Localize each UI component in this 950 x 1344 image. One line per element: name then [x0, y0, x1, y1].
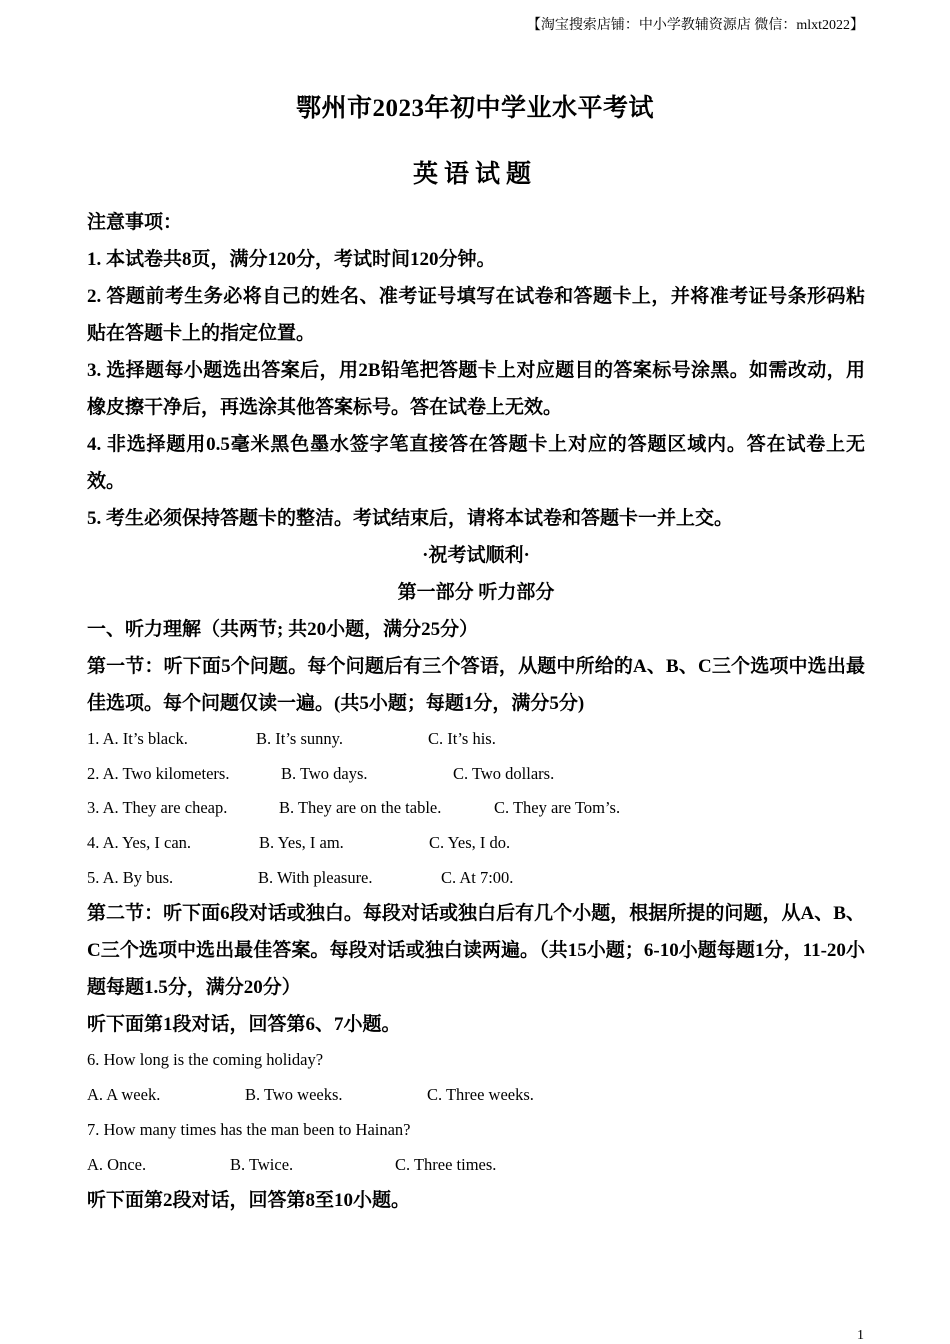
question-1-option-b: B. It’s sunny.: [256, 729, 343, 748]
exam-title: 鄂州市2023年初中学业水平考试: [295, 95, 654, 122]
exam-content: [87, 205, 865, 1219]
question-7-option-c: C. Three times.: [395, 1154, 497, 1174]
question-7-options: [87, 1148, 865, 1183]
question-1-option-c: C. It’s his.: [428, 729, 496, 748]
header-note: 【淘宝搜索店铺：中小学教辅资源店 微信：mlxt2022】: [526, 18, 864, 33]
question-2-option-c: C. Two dollars.: [453, 763, 555, 783]
wish-line: ·祝考试顺利·: [422, 545, 530, 566]
section1-instructions: 第一节：听下面5个问题。每个问题后有三个答语，从题中所给的A、B、C三个选项中选出最佳选项。每个问题仅读一遍。(共5小题；每题1分，满分5分): [87, 656, 865, 714]
dialogue2-intro: 听下面第2段对话，回答第8至10小题。: [87, 1190, 411, 1212]
notice-item-5: 5. 考生必须保持答题卡的整洁。考试结束后，请将本试卷和答题卡一并上交。: [87, 508, 734, 529]
question-5-option-c: C. At 7:00.: [441, 867, 514, 887]
question-1: [87, 722, 865, 757]
section-heading: 一、听力理解（共两节; 共20小题，满分25分）: [87, 619, 479, 640]
question-6-option-b: B. Two weeks.: [245, 1085, 343, 1105]
question-6-options: [87, 1078, 865, 1113]
question-7-stem: 7. How many times has the man been to Hainan?: [87, 1119, 411, 1139]
question-3: [87, 791, 865, 826]
notice-item-3: 3. 选择题每小题选出答案后，用2B铅笔把答题卡上对应题目的答案标号涂黑。如需改动，用橡皮擦干净后，再选涂其他答案标号。答在试卷上无效。: [87, 360, 865, 418]
question-5-option-b: B. With pleasure.: [258, 867, 373, 887]
notice-item-1: 1. 本试卷共8页，满分120分，考试时间120分钟。: [87, 249, 496, 270]
dialogue1-intro: 听下面第1段对话，回答第6、7小题。: [87, 1014, 401, 1036]
notice-item-2: 2. 答题前考生务必将自己的姓名、准考证号填写在试卷和答题卡上，并将准考证号条形码粘贴在答题卡上的指定位置。: [87, 286, 865, 344]
question-4-option-c: C. Yes, I do.: [429, 833, 511, 853]
question-4-option-b: B. Yes, I am.: [259, 833, 344, 853]
question-3-option-c: C. They are Tom’s.: [494, 798, 621, 818]
question-5: [87, 861, 865, 896]
question-7-option-a: A. Once.: [87, 1154, 147, 1174]
page-number: 1: [857, 1328, 864, 1343]
question-5-option-a: 5. A. By bus.: [87, 867, 174, 887]
exam-subtitle: 英语试题: [412, 161, 537, 188]
question-7-option-b: B. Twice.: [230, 1154, 294, 1174]
question-1-option-a: 1. A. It’s black.: [87, 729, 188, 748]
question-4: [87, 826, 865, 861]
section2-instructions: 第二节：听下面6段对话或独白。每段对话或独白后有几个小题，根据所提的问题，从A、B、C三个选项中选出最佳答案。每段对话或独白读两遍。（共15小题；6-10小题每题1分，11-20小题每题1.5分，满分20分）: [87, 903, 865, 999]
question-3-option-b: B. They are on the table.: [279, 798, 442, 818]
part1-title: 第一部分 听力部分: [397, 582, 555, 603]
question-6-option-c: C. Three weeks.: [427, 1085, 534, 1105]
question-6-option-a: A. A week.: [87, 1085, 161, 1105]
question-2-option-a: 2. A. Two kilometers.: [87, 763, 230, 783]
question-2: [87, 757, 865, 792]
question-6-stem: 6. How long is the coming holiday?: [87, 1050, 324, 1070]
notice-heading: 注意事项：: [87, 212, 183, 233]
question-2-option-b: B. Two days.: [281, 763, 368, 783]
notice-item-4: 4. 非选择题用0.5毫米黑色墨水签字笔直接答在答题卡上对应的答题区域内。答在试卷上无效。: [87, 434, 865, 492]
question-3-option-a: 3. A. They are cheap.: [87, 798, 228, 818]
question-4-option-a: 4. A. Yes, I can.: [87, 833, 192, 853]
